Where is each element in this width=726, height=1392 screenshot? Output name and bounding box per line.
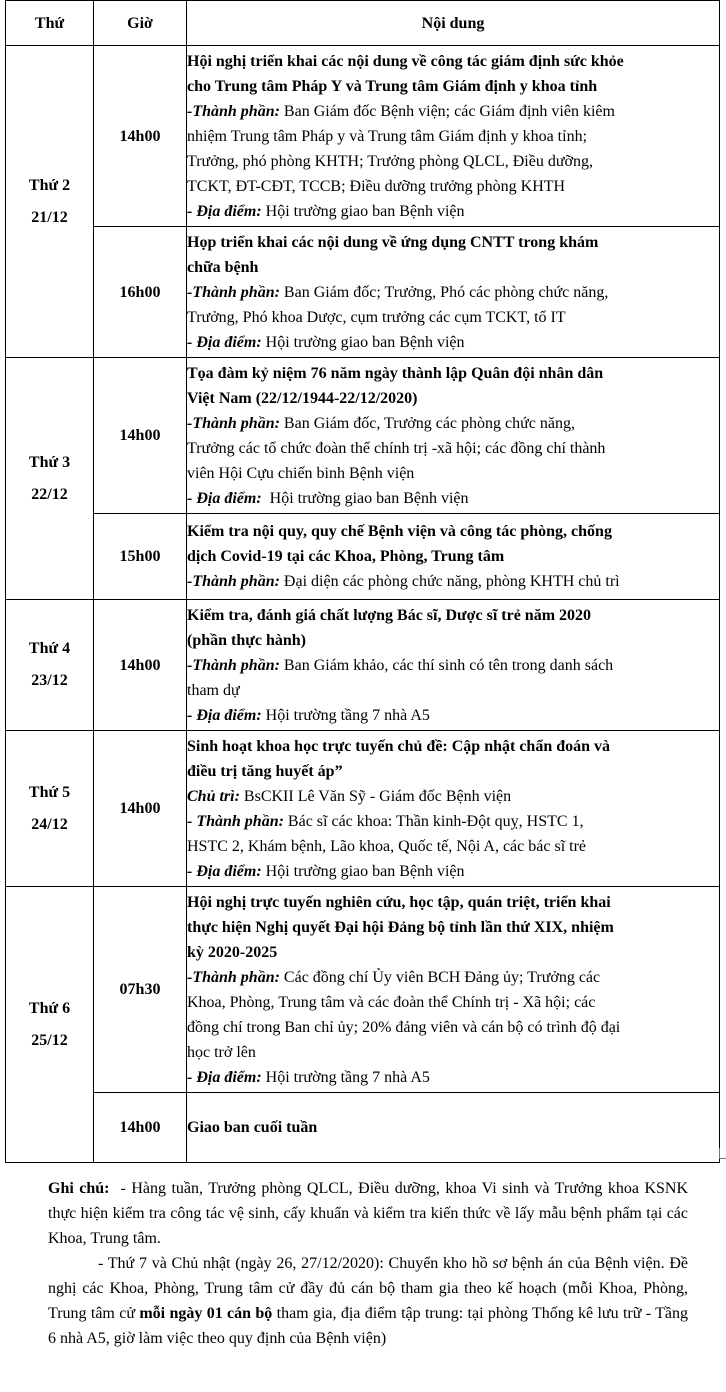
- time-cell: 07h30: [94, 887, 187, 1093]
- day-cell: [6, 600, 94, 731]
- participants-text: tham dự: [187, 681, 240, 699]
- participants-text: Ban Giám đốc Bệnh viện; các Giám định viên kiêm: [279, 102, 615, 120]
- day-date: 22/12: [31, 485, 68, 503]
- participants-text: TCKT, ĐT-CĐT, TCCB; Điều dưỡng trưởng phòng KHTH: [187, 177, 566, 195]
- participants-label: -Thành phần:: [187, 283, 280, 301]
- time-cell: 14h00: [94, 46, 187, 227]
- location-label: - Địa điểm:: [187, 1068, 262, 1086]
- table-row: [6, 600, 720, 731]
- header-time: Giờ: [94, 1, 187, 46]
- location-label: - Địa điểm:: [187, 862, 262, 880]
- participants-text: viên Hội Cựu chiến binh Bệnh viện: [187, 464, 415, 482]
- participants-text: Trưởng các tổ chức đoàn thể chính trị -xã hội; các đồng chí thành: [187, 439, 606, 457]
- event-title-line: (phần thực hành): [187, 631, 306, 649]
- chair-label: Chủ trì:: [187, 787, 240, 805]
- participants-text: Bác sĩ các khoa: Thần kinh-Đột quỵ, HSTC 1,: [283, 812, 584, 830]
- location-text: Hội trường tầng 7 nhà A5: [261, 706, 430, 724]
- time-cell: 14h00: [94, 600, 187, 731]
- table-row: [6, 887, 720, 1093]
- participants-text: Các đồng chí Ủy viên BCH Đảng ủy; Trưởng các: [279, 968, 601, 986]
- note-1-text: - Hàng tuần, Trưởng phòng QLCL, Điều dưỡng, khoa Vi sinh và Trưởng khoa KSNK thực hiện kiểm tra công tác vệ sinh, cấy khuẩn và kiểm tra kiến thức về lấy mẫu bệnh phẩm tại các Khoa, Trung tâm.: [48, 1180, 693, 1247]
- event-title-line: Kiểm tra nội quy, quy chế Bệnh viện và công tác phòng, chống: [187, 523, 612, 540]
- note-paragraph-2: [48, 1251, 688, 1351]
- participants-text: Ban Giám đốc, Trưởng các phòng chức năng,: [279, 414, 576, 432]
- day-label: Thứ 2: [28, 176, 71, 194]
- note-2-bold: mỗi ngày 01 cán bộ: [139, 1305, 273, 1322]
- event-title-line: điều trị tăng huyết áp”: [187, 762, 343, 780]
- day-cell: [6, 731, 94, 887]
- event-title-line: cho Trung tâm Pháp Y và Trung tâm Giám định y khoa tỉnh: [187, 77, 598, 95]
- event-content: [187, 1093, 720, 1163]
- event-title-line: Sinh hoạt khoa học trực tuyến chủ đề: Cập nhật chẩn đoán và: [187, 737, 611, 755]
- time-cell: 15h00: [94, 514, 187, 600]
- participants-label: - Thành phần:: [187, 812, 284, 830]
- participants-text: Đại diện các phòng chức năng, phòng KHTH chủ trì: [279, 573, 620, 590]
- event-title-line: thực hiện Nghị quyết Đại hội Đảng bộ tỉnh lần thứ XIX, nhiệm: [187, 918, 614, 936]
- table-row: [6, 514, 720, 600]
- location-label: - Địa điểm:: [187, 202, 262, 220]
- time-cell: 14h00: [94, 731, 187, 887]
- day-date: 24/12: [31, 815, 68, 833]
- location-text: Hội trường giao ban Bệnh viện: [261, 333, 465, 351]
- event-title-line: Hội nghị triển khai các nội dung về công tác giám định sức khỏe: [187, 52, 624, 70]
- participants-label: -Thành phần:: [187, 656, 280, 674]
- event-title-line: Hội nghị trực tuyến nghiên cứu, học tập, quán triệt, triển khai: [187, 893, 611, 911]
- event-title-line: kỳ 2020-2025: [187, 943, 278, 961]
- participants-text: đồng chí trong Ban chỉ ủy; 20% đảng viên và cán bộ có trình độ đại: [187, 1018, 621, 1036]
- time-cell: 16h00: [94, 227, 187, 358]
- participants-label: -Thành phần:: [187, 573, 280, 590]
- participants-text: Trưởng, Phó khoa Dược, cụm trưởng các cụm TCKT, tổ IT: [187, 308, 566, 326]
- note-2-text: - Thứ 7 và Chủ nhật (ngày 26, 27/12/2020): Chuyển kho hồ sơ bệnh án của Bệnh viện. Đề nghị các Khoa, Phòng, Trung tâm cử đầy đủ cán bộ tham gia theo kế hoạch (mỗi Khoa, Phòng, Trung tâm cử: [48, 1255, 688, 1322]
- event-title-line: Giao ban cuối tuần: [187, 1119, 318, 1136]
- location-label: - Địa điểm:: [187, 706, 262, 724]
- day-cell: [6, 358, 94, 600]
- event-content: [187, 731, 720, 887]
- event-title-line: chữa bệnh: [187, 258, 259, 276]
- event-content: [187, 600, 720, 731]
- participants-text: HSTC 2, Khám bệnh, Lão khoa, Quốc tế, Nội A, các bác sĩ trẻ: [187, 837, 587, 855]
- day-date: 21/12: [31, 208, 68, 226]
- event-content: [187, 514, 720, 600]
- header-row: [6, 1, 720, 46]
- table-row: [6, 227, 720, 358]
- day-label: Thứ 4: [28, 640, 71, 657]
- day-cell: [6, 46, 94, 358]
- participants-label: -Thành phần:: [187, 968, 280, 986]
- note-paragraph-1: [48, 1176, 693, 1251]
- time-cell: 14h00: [94, 1093, 187, 1163]
- table-row: [6, 358, 720, 514]
- location-text: Hội trường tầng 7 nhà A5: [261, 1068, 430, 1086]
- event-title-line: dịch Covid-19 tại các Khoa, Phòng, Trung tâm: [187, 548, 505, 565]
- participants-text: học trở lên: [187, 1043, 256, 1061]
- location-label: - Địa điểm:: [187, 489, 262, 507]
- header-content: Nội dung: [187, 1, 720, 46]
- participants-text: Khoa, Phòng, Trung tâm và các đoàn thể Chính trị - Xã hội; các: [187, 993, 596, 1011]
- location-label: - Địa điểm:: [187, 333, 262, 351]
- note-2-text-end: tham gia, địa điểm tập trung: tại phòng Thống kê lưu trữ - Tầng 6 nhà A5, giờ làm việc theo quy định của Bệnh viện): [48, 1305, 688, 1347]
- table-corner-mark: [719, 1148, 726, 1159]
- day-label: Thứ 5: [28, 783, 71, 801]
- event-content: [187, 887, 720, 1093]
- event-title-line: Họp triển khai các nội dung về ứng dụng CNTT trong khám: [187, 233, 599, 251]
- table-row: [6, 46, 720, 227]
- table-row: [6, 1093, 720, 1163]
- notes-label: Ghi chú:: [48, 1180, 110, 1197]
- day-cell: [6, 887, 94, 1163]
- event-content: [187, 358, 720, 514]
- day-label: Thứ 6: [28, 999, 71, 1017]
- header-day: Thứ: [6, 1, 94, 46]
- location-text: Hội trường giao ban Bệnh viện: [261, 489, 469, 507]
- chair-text: BsCKII Lê Văn Sỹ - Giám đốc Bệnh viện: [239, 787, 512, 805]
- event-title-line: Kiểm tra, đánh giá chất lượng Bác sĩ, Dược sĩ trẻ năm 2020: [187, 606, 592, 624]
- day-date: 25/12: [31, 1031, 68, 1049]
- participants-text: Trưởng, phó phòng KHTH; Trưởng phòng QLCL, Điều dưỡng,: [187, 152, 593, 170]
- notes-section: [48, 1176, 693, 1351]
- participants-label: -Thành phần:: [187, 414, 280, 432]
- participants-label: -Thành phần:: [187, 102, 280, 120]
- participants-text: Ban Giám khảo, các thí sinh có tên trong danh sách: [279, 656, 614, 674]
- day-label: Thứ 3: [28, 453, 71, 471]
- location-text: Hội trường giao ban Bệnh viện: [261, 202, 465, 220]
- location-text: Hội trường giao ban Bệnh viện: [261, 862, 465, 880]
- event-title-line: Tọa đàm kỷ niệm 76 năm ngày thành lập Quân đội nhân dân: [187, 364, 604, 382]
- event-content: [187, 227, 720, 358]
- participants-text: nhiệm Trung tâm Pháp y và Trung tâm Giám định y khoa tỉnh;: [187, 127, 588, 145]
- schedule-table: [5, 0, 720, 1163]
- participants-text: Ban Giám đốc; Trưởng, Phó các phòng chức năng,: [279, 283, 609, 301]
- event-content: [187, 46, 720, 227]
- table-row: [6, 731, 720, 887]
- event-title-line: Việt Nam (22/12/1944-22/12/2020): [187, 389, 418, 407]
- day-date: 23/12: [31, 672, 68, 689]
- time-cell: 14h00: [94, 358, 187, 514]
